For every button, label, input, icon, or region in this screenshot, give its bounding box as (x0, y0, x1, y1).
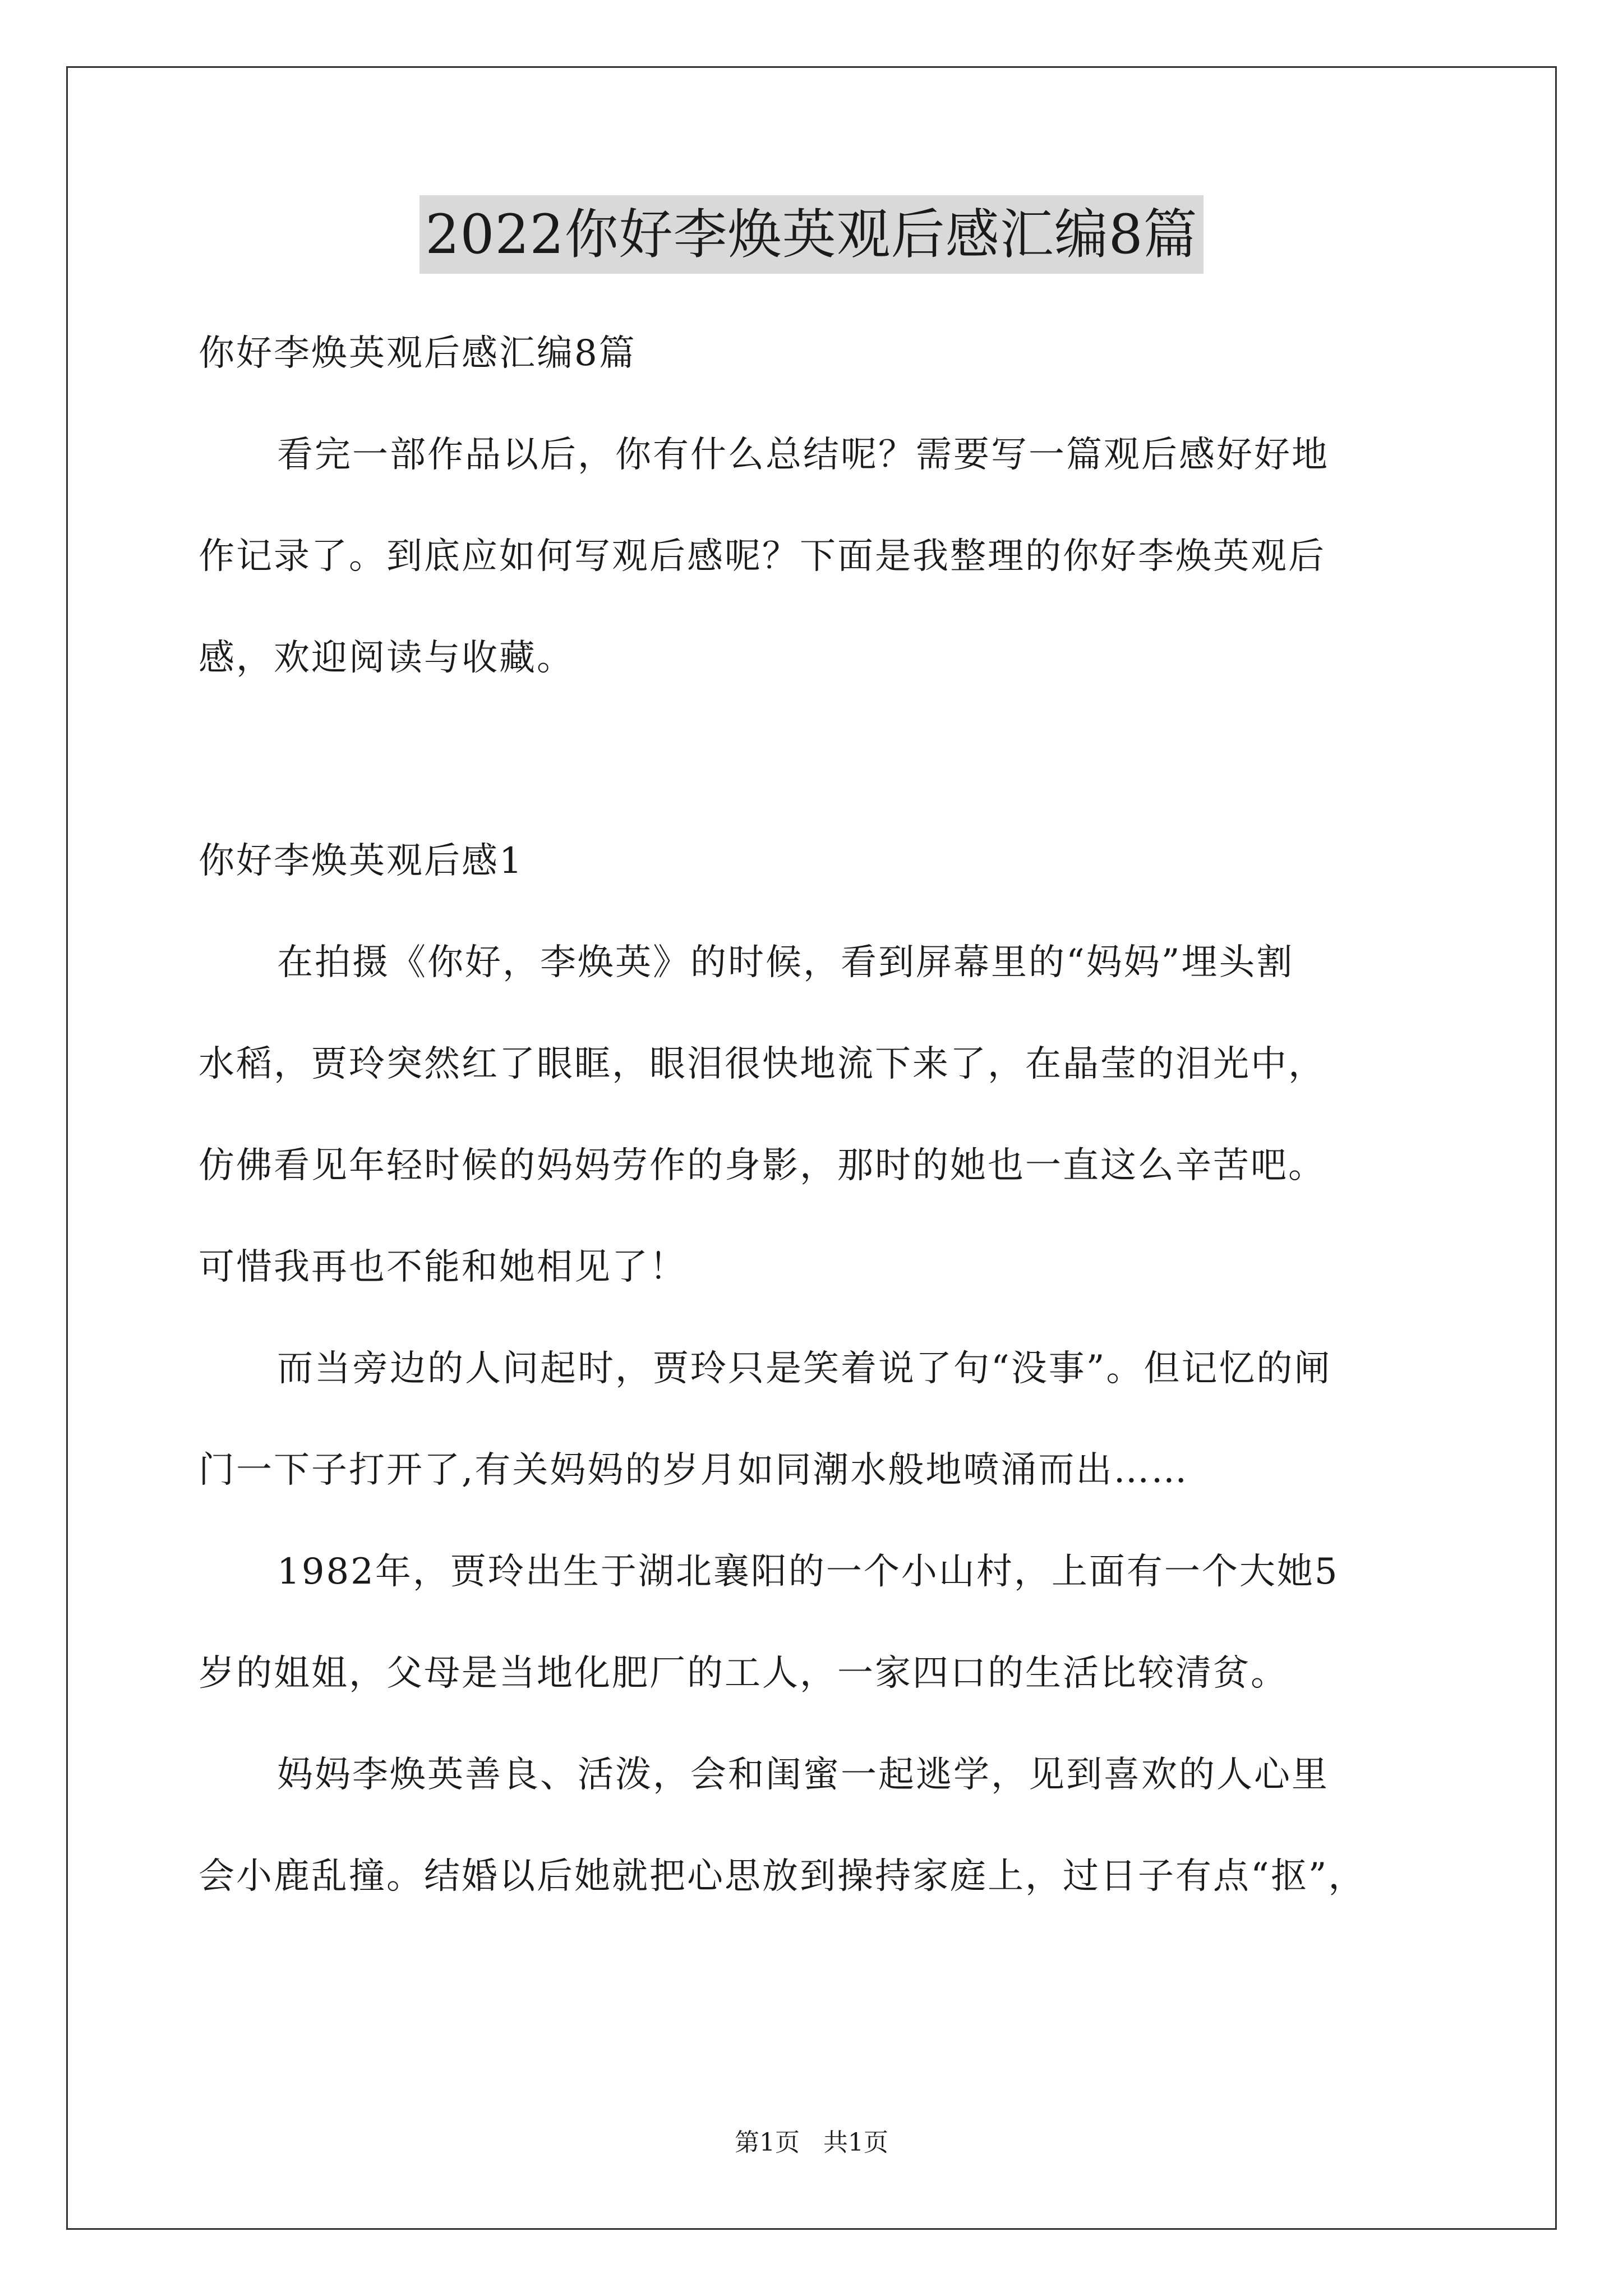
section-heading: 你好李焕英观后感1 (199, 840, 524, 882)
paragraph-line: 水稻，贾玲突然红了眼眶，眼泪很快地流下来了，在晶莹的泪光中， (199, 1043, 1326, 1085)
paragraph-line: 门一下子打开了,有关妈妈的岁月如同潮水般地喷涌而出…… (199, 1450, 1189, 1491)
paragraph-line: 而当旁边的人问起时，贾玲只是笑着说了句“没事”。但记忆的闸 (277, 1348, 1332, 1389)
document-body (199, 303, 1444, 1927)
document-title: 2022你好李焕英观后感汇编8篇 (419, 195, 1203, 274)
paragraph-line: 妈妈李焕英善良、活泼，会和闺蜜一起逃学，见到喜欢的人心里 (277, 1754, 1329, 1796)
paragraph-line: 岁的姐姐，父母是当地化肥厂的工人，一家四口的生活比较清贫。 (199, 1653, 1288, 1694)
paragraph-line: 在拍摄《你好，李焕英》的时候，看到屏幕里的“妈妈”埋头割 (277, 942, 1294, 983)
paragraph-line: 1982年，贾玲出生于湖北襄阳的一个小山村，上面有一个大她5 (277, 1551, 1339, 1593)
intro-paragraph-line: 作记录了。到底应如何写观后感呢？下面是我整理的你好李焕英观后 (199, 536, 1326, 577)
title-container (0, 195, 1623, 274)
paragraph-gap (199, 709, 1444, 811)
paragraph-line: 会小鹿乱撞。结婚以后她就把心思放到操持家庭上，过日子有点“抠”， (199, 1856, 1366, 1897)
paragraph-line: 可惜我再也不能和她相见了！ (199, 1246, 687, 1288)
page-footer: 第1页 共1页 (735, 2128, 888, 2157)
intro-paragraph-line: 看完一部作品以后，你有什么总结呢？需要写一篇观后感好好地 (277, 434, 1329, 476)
paragraph-line: 仿佛看见年轻时候的妈妈劳作的身影，那时的她也一直这么辛苦吧。 (199, 1145, 1326, 1186)
intro-paragraph-line: 感，欢迎阅读与收藏。 (199, 637, 574, 679)
subtitle: 你好李焕英观后感汇编8篇 (199, 333, 637, 374)
